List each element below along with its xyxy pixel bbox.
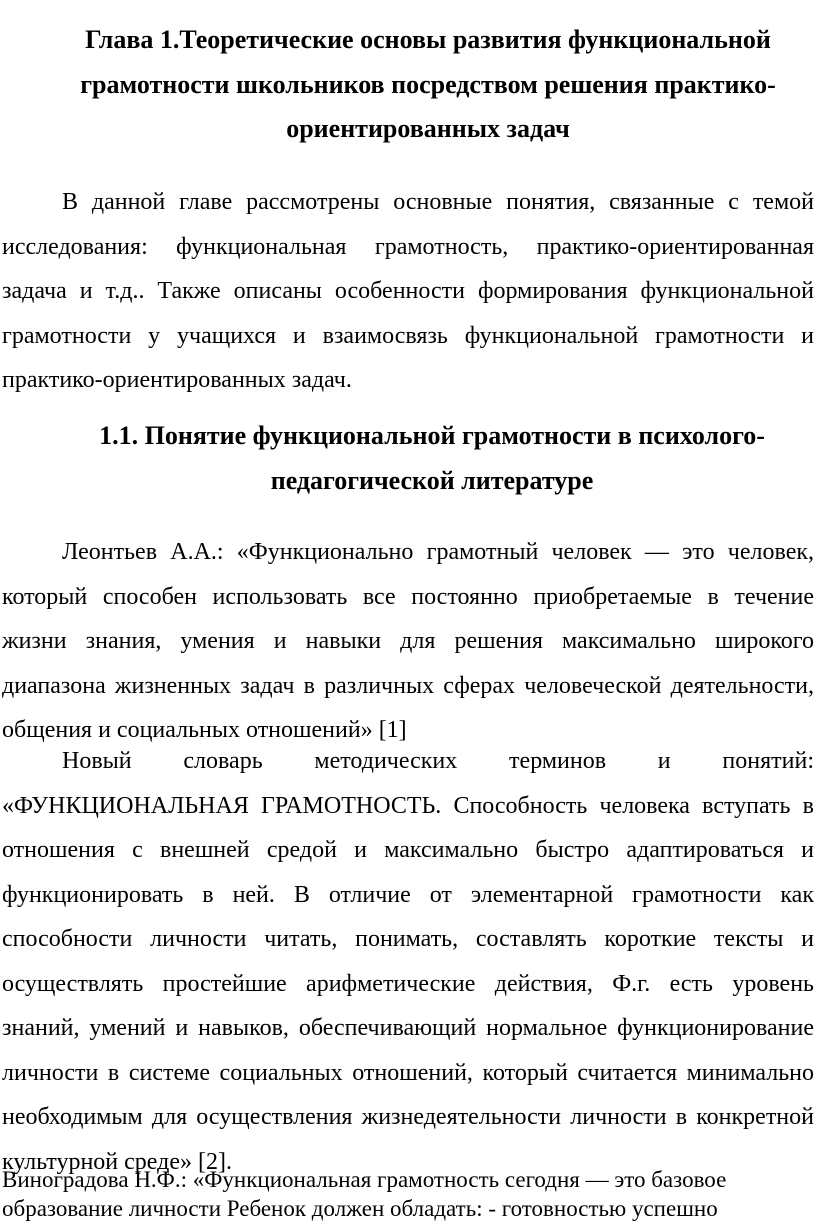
chapter-intro-paragraph: В данной главе рассмотрены основные понятия, связанные с темой исследования: функциональная грамотность, практико-ориентированная задача и т.д.. Также описаны особенности формирования функциональной грамотности у учащихся и взаимосвязь функциональной грамотности и практико-ориентированных задач.: [2, 189, 814, 393]
dictionary-definition-paragraph: Новый словарь методических терминов и понятий: «ФУНКЦИОНАЛЬНАЯ ГРАМОТНОСТЬ. Способность человека вступать в отношения с внешней средой и максимально быстро адаптироваться и функционировать в ней. В отличие от элементарной грамотности как способности личности читать, понимать, составлять короткие тексты и осуществлять простейшие арифметические действия, Ф.г. есть уровень знаний, умений и навыков, обеспечивающий нормальное функционирование личности в системе социальных отношений, который считается минимально необходимым для осуществления жизнедеятельности личности в конкретной культурной среде» [2].: [2, 748, 814, 1175]
vinogradova-quote-paragraph: Виноградова Н.Ф.: «Функциональная грамотность сегодня — это базовое образование личности Ребенок должен обладать: - готовностью успешно: [2, 1167, 727, 1221]
section-title: 1.1. Понятие функциональной грамотности в психолого-педагогической литературе: [99, 421, 765, 495]
chapter-title: Глава 1.Теоретические основы развития функциональной грамотности школьников посредством решения практико-ориентированных задач: [80, 25, 776, 143]
leontiev-quote-paragraph: Леонтьев А.А.: «Функционально грамотный человек — это человек, который способен использовать все постоянно приобретаемые в течение жизни знания, умения и навыки для решения максимально широкого диапазона жизненных задач в различных сферах человеческой деятельности, общения и социальных отношений» [1]: [2, 539, 814, 743]
